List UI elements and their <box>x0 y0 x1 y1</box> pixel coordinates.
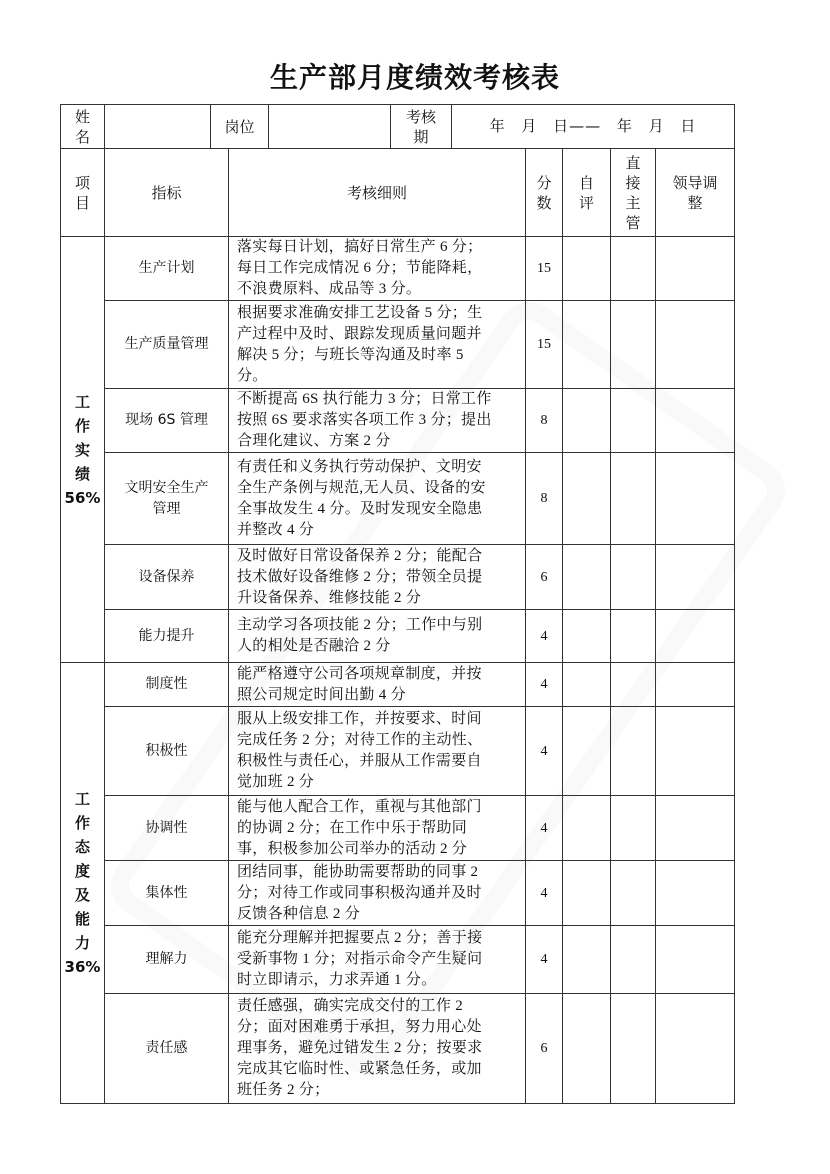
supervisor-cell[interactable] <box>611 545 656 610</box>
leader-adjust-cell[interactable] <box>656 389 735 453</box>
self-eval-cell[interactable] <box>563 545 611 610</box>
details-cell: 责任感强，确实完成交付的工作 2 分；面对困难勇于承担，努力用心处 理事务，避免过错发生 2 分；按要求 完成其它临时性、或紧急任务，或加 班任务 2 分； <box>229 994 526 1104</box>
indicator-cell: 理解力 <box>105 926 229 994</box>
leader-adjust-cell[interactable] <box>656 861 735 926</box>
supervisor-cell[interactable] <box>611 301 656 389</box>
leader-adjust-cell[interactable] <box>656 994 735 1104</box>
table-row <box>61 926 735 994</box>
indicator-cell: 能力提升 <box>105 610 229 663</box>
self-eval-cell[interactable] <box>563 994 611 1104</box>
details-cell: 能与他人配合工作，重视与其他部门 的协调 2 分；在工作中乐于帮助同 事，积极参加公司举办的活动 2 分 <box>229 796 526 861</box>
indicator-cell: 生产计划 <box>105 237 229 301</box>
supervisor-cell[interactable] <box>611 796 656 861</box>
supervisor-cell[interactable] <box>611 707 656 796</box>
leader-adjust-cell[interactable] <box>656 545 735 610</box>
table-row <box>61 389 735 453</box>
header-item: 项 目 <box>61 149 105 237</box>
self-eval-cell[interactable] <box>563 926 611 994</box>
score-cell: 8 <box>526 389 563 453</box>
leader-adjust-cell[interactable] <box>656 301 735 389</box>
score-cell: 4 <box>526 707 563 796</box>
self-eval-cell[interactable] <box>563 237 611 301</box>
details-cell: 能充分理解并把握要点 2 分；善于接 受新事物 1 分；对指示命令产生疑问 时立即请示，力求弄通 1 分。 <box>229 926 526 994</box>
details-cell: 有责任和义务执行劳动保护、文明安 全生产条例与规范,无人员、设备的安 全事故发生 4 分。及时发现安全隐患 并整改 4 分 <box>229 453 526 545</box>
position-label: 岗位 <box>211 105 269 149</box>
table-row <box>61 994 735 1104</box>
self-eval-cell[interactable] <box>563 610 611 663</box>
details-cell: 不断提高 6S 执行能力 3 分；日常工作 按照 6S 要求落实各项工作 3 分；提出 合理化建议、方案 2 分 <box>229 389 526 453</box>
indicator-cell: 责任感 <box>105 994 229 1104</box>
score-cell: 15 <box>526 301 563 389</box>
header-score: 分 数 <box>526 149 563 237</box>
details-cell: 根据要求准确安排工艺设备 5 分；生 产过程中及时、跟踪发现质量问题并 解决 5 分；与班长等沟通及时率 5 分。 <box>229 301 526 389</box>
leader-adjust-cell[interactable] <box>656 610 735 663</box>
indicator-cell: 制度性 <box>105 663 229 707</box>
leader-adjust-cell[interactable] <box>656 707 735 796</box>
leader-adjust-cell[interactable] <box>656 663 735 707</box>
score-cell: 4 <box>526 610 563 663</box>
score-cell: 4 <box>526 861 563 926</box>
score-cell: 4 <box>526 796 563 861</box>
header-self-eval: 自 评 <box>563 149 611 237</box>
score-cell: 6 <box>526 545 563 610</box>
supervisor-cell[interactable] <box>611 237 656 301</box>
indicator-cell: 文明安全生产 管理 <box>105 453 229 545</box>
indicator-cell: 积极性 <box>105 707 229 796</box>
self-eval-cell[interactable] <box>563 861 611 926</box>
table-row <box>61 861 735 926</box>
self-eval-cell[interactable] <box>563 453 611 545</box>
page-title: 生产部月度绩效考核表 <box>269 61 560 94</box>
details-cell: 服从上级安排工作，并按要求、时间 完成任务 2 分；对待工作的主动性、 积极性与责任心，并服从工作需要自 觉加班 2 分 <box>229 707 526 796</box>
category-label: 工 作 实 绩 <box>74 392 90 483</box>
header-indicator: 指标 <box>105 149 229 237</box>
indicator-cell: 集体性 <box>105 861 229 926</box>
self-eval-cell[interactable] <box>563 796 611 861</box>
supervisor-cell[interactable] <box>611 453 656 545</box>
header-leader-adjust: 领导调 整 <box>656 149 735 237</box>
category-label: 工 作 态 度 及 能 力 <box>74 790 90 952</box>
header-supervisor: 直 接 主 管 <box>611 149 656 237</box>
details-cell: 主动学习各项技能 2 分；工作中与别 人的相处是否融洽 2 分 <box>229 610 526 663</box>
leader-adjust-cell[interactable] <box>656 926 735 994</box>
supervisor-cell[interactable] <box>611 389 656 453</box>
category-cell <box>61 237 105 663</box>
details-cell: 落实每日计划，搞好日常生产 6 分； 每日工作完成情况 6 分；节能降耗， 不浪费原料、成品等 3 分。 <box>229 237 526 301</box>
self-eval-cell[interactable] <box>563 663 611 707</box>
details-cell: 团结同事，能协助需要帮助的同事 2 分；对待工作或同事积极沟通并及时 反馈各种信息 2 分 <box>229 861 526 926</box>
leader-adjust-cell[interactable] <box>656 453 735 545</box>
category-cell <box>61 663 105 1104</box>
table-row <box>61 610 735 663</box>
self-eval-cell[interactable] <box>563 707 611 796</box>
score-cell: 4 <box>526 663 563 707</box>
indicator-cell: 生产质量管理 <box>105 301 229 389</box>
period-label: 考核 期 <box>391 105 452 149</box>
score-cell: 8 <box>526 453 563 545</box>
name-field[interactable] <box>105 105 211 149</box>
table-row <box>61 796 735 861</box>
details-cell: 能严格遵守公司各项规章制度，并按 照公司规定时间出勤 4 分 <box>229 663 526 707</box>
table-row <box>61 663 735 707</box>
header-details: 考核细则 <box>229 149 526 237</box>
header-row <box>61 149 735 237</box>
table-row <box>61 301 735 389</box>
score-cell: 4 <box>526 926 563 994</box>
supervisor-cell[interactable] <box>611 663 656 707</box>
info-row <box>61 105 735 149</box>
indicator-cell: 协调性 <box>105 796 229 861</box>
supervisor-cell[interactable] <box>611 861 656 926</box>
table-row <box>61 237 735 301</box>
supervisor-cell[interactable] <box>611 926 656 994</box>
self-eval-cell[interactable] <box>563 389 611 453</box>
table-row <box>61 707 735 796</box>
supervisor-cell[interactable] <box>611 994 656 1104</box>
indicator-cell: 现场 6S 管理 <box>105 389 229 453</box>
indicator-cell: 设备保养 <box>105 545 229 610</box>
category-weight: 56% <box>64 488 101 507</box>
name-label: 姓 名 <box>61 105 105 149</box>
period-field[interactable]: 年 月 日—— 年 月 日 <box>452 105 735 149</box>
table-row <box>61 545 735 610</box>
category-weight: 36% <box>64 958 101 976</box>
leader-adjust-cell[interactable] <box>656 237 735 301</box>
score-cell: 15 <box>526 237 563 301</box>
self-eval-cell[interactable] <box>563 301 611 389</box>
details-cell: 及时做好日常设备保养 2 分；能配合 技术做好设备维修 2 分；带领全员提 升设备保养、维修技能 2 分 <box>229 545 526 610</box>
position-field[interactable] <box>269 105 391 149</box>
evaluation-table <box>60 104 735 1104</box>
score-cell: 6 <box>526 994 563 1104</box>
supervisor-cell[interactable] <box>611 610 656 663</box>
leader-adjust-cell[interactable] <box>656 796 735 861</box>
table-row <box>61 453 735 545</box>
